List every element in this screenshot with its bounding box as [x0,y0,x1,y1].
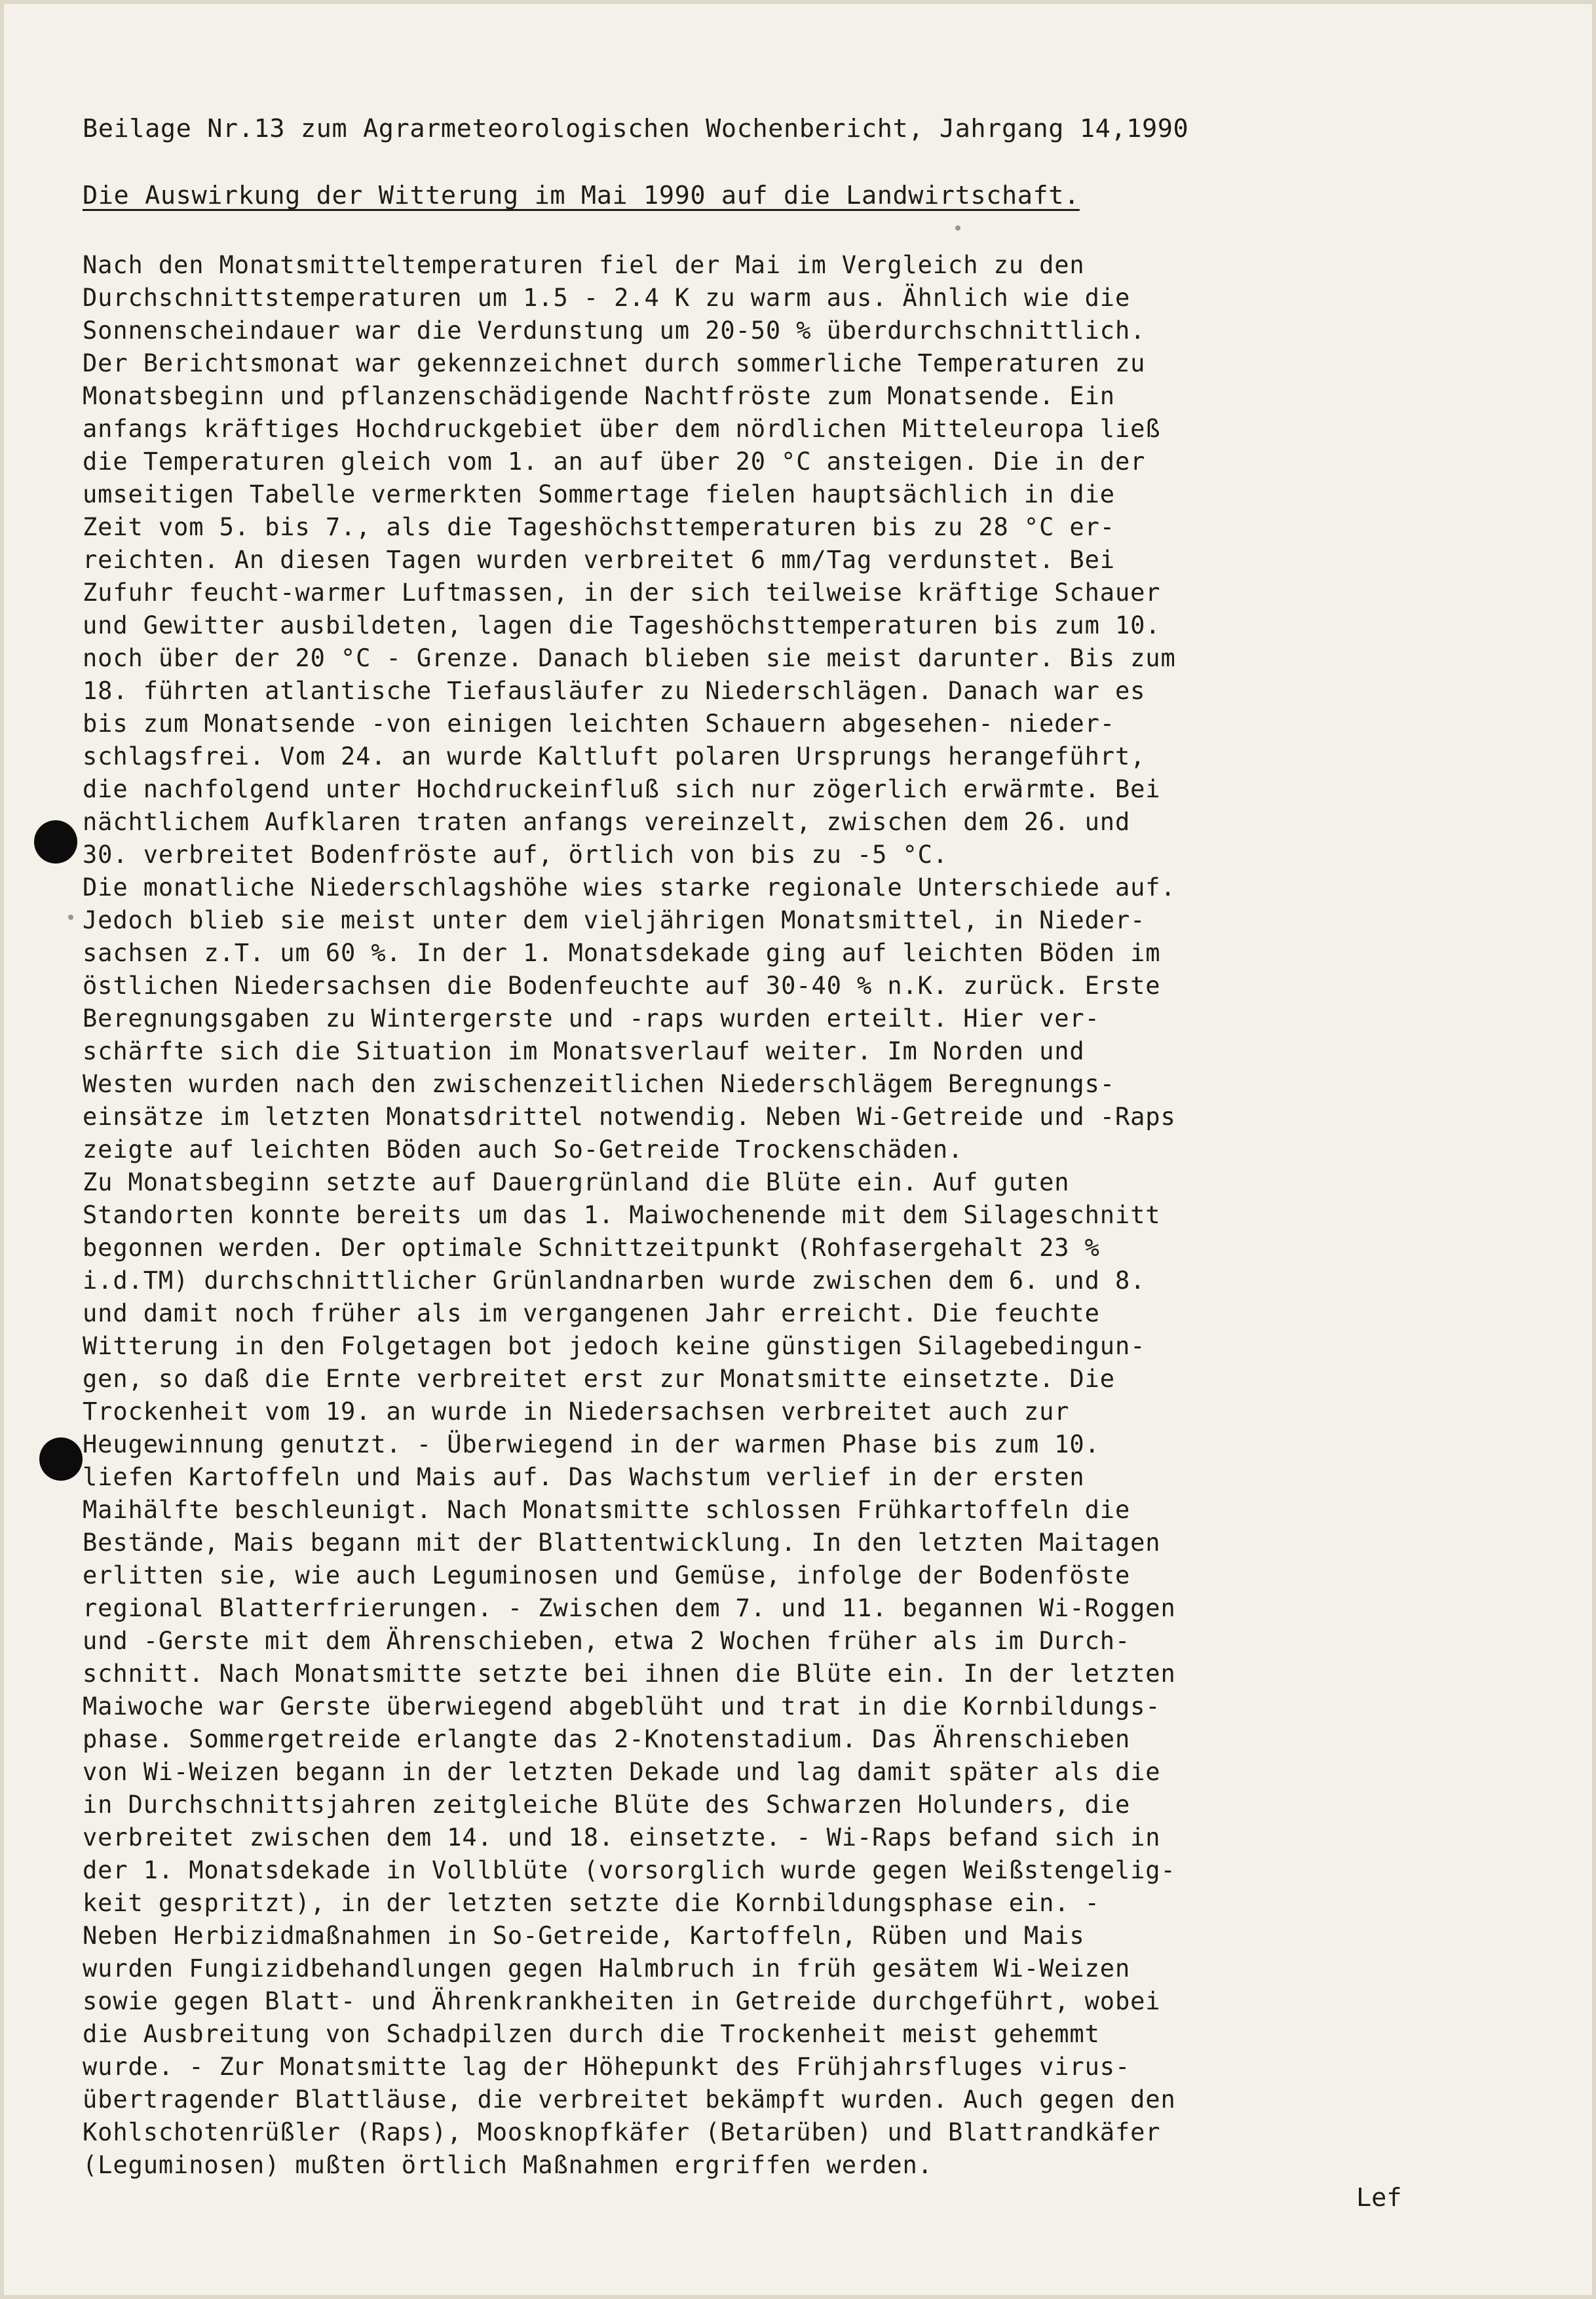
body-line: die Temperaturen gleich vom 1. an auf über 20 °C ansteigen. Die in der [83,447,1146,476]
punch-hole-mark [34,820,77,864]
body-line: Neben Herbizidmaßnahmen in So-Getreide, Kartoffeln, Rüben und Mais [83,1922,1085,1950]
body-line: Bestände, Mais begann mit der Blattentwicklung. In den letzten Maitagen [83,1529,1161,1557]
body-line: i.d.TM) durchschnittlicher Grünlandnarben wurde zwischen dem 6. und 8. [83,1266,1146,1295]
body-line: Maiwoche war Gerste überwiegend abgeblüht und trat in die Kornbildungs- [83,1692,1161,1720]
body-line: Jedoch blieb sie meist unter dem vieljährigen Monatsmittel, in Nieder- [83,906,1146,934]
body-line: erlitten sie, wie auch Leguminosen und Gemüse, infolge der Bodenföste [83,1561,1131,1589]
body-line: Westen wurden nach den zwischenzeitlichen Niederschlägem Beregnungs- [83,1070,1115,1098]
body-line: und damit noch früher als im vergangenen Jahr erreicht. Die feuchte [83,1299,1100,1327]
body-line: liefen Kartoffeln und Mais auf. Das Wachstum verlief in der ersten [83,1463,1085,1491]
punch-hole-mark [39,1437,83,1481]
body-line: keit gespritzt), in der letzten setzte die Kornbildungsphase ein. - [83,1889,1100,1917]
body-line: Die monatliche Niederschlagshöhe wies starke regionale Unterschiede auf. [83,873,1176,902]
body-line: wurden Fungizidbehandlungen gegen Halmbruch in früh gesätem Wi-Weizen [83,1954,1131,1983]
body-line: Sonnenscheindauer war die Verdunstung um 20-50 % überdurchschnittlich. [83,316,1146,345]
body-line: übertragender Blattläuse, die verbreitet bekämpft wurden. Auch gegen den [83,2085,1176,2114]
paper-speck [68,915,73,920]
body-line: begonnen werden. Der optimale Schnittzeitpunkt (Rohfasergehalt 23 % [83,1234,1100,1262]
body-line: zeigte auf leichten Böden auch So-Getreide Trockenschäden. [83,1135,964,1164]
body-line: die nachfolgend unter Hochdruckeinfluß sich nur zögerlich erwärmte. Bei [83,775,1161,803]
body-line: Nach den Monatsmitteltemperaturen fiel der Mai im Vergleich zu den [83,251,1085,279]
body-line: regional Blatterfrierungen. - Zwischen dem 7. und 11. begannen Wi-Roggen [83,1594,1176,1622]
body-line: gen, so daß die Ernte verbreitet erst zur Monatsmitte einsetzte. Die [83,1365,1115,1393]
body-line: wurde. - Zur Monatsmitte lag der Höhepunkt des Frühjahrsfluges virus- [83,2053,1131,2081]
body-line: schnitt. Nach Monatsmitte setzte bei ihnen die Blüte ein. In der letzten [83,1660,1176,1688]
signature: Lef [1356,2183,1402,2213]
body-line: Maihälfte beschleunigt. Nach Monatsmitte schlossen Frühkartoffeln die [83,1496,1131,1524]
body-line: Zu Monatsbeginn setzte auf Dauergrünland die Blüte ein. Auf guten [83,1168,1070,1196]
body-line: 18. führten atlantische Tiefausläufer zu Niederschlägen. Danach war es [83,677,1146,705]
body-line: von Wi-Weizen begann in der letzten Dekade und lag damit später als die [83,1758,1161,1786]
document-title: Die Auswirkung der Witterung im Mai 1990 auf die Landwirtschaft. [83,181,1080,210]
paper-speck [955,225,960,231]
document-header: Beilage Nr.13 zum Agrarmeteorologischen Wochenbericht, Jahrgang 14,1990 [83,114,1189,143]
body-line: Kohlschotenrüßler (Raps), Moosknopfkäfer (Betarüben) und Blattrandkäfer [83,2118,1161,2146]
body-line: sowie gegen Blatt- und Ährenkrankheiten in Getreide durchgeführt, wobei [83,1987,1161,2015]
body-line: in Durchschnittsjahren zeitgleiche Blüte des Schwarzen Holunders, die [83,1791,1131,1819]
body-line: phase. Sommergetreide erlangte das 2-Knotenstadium. Das Ährenschieben [83,1725,1131,1753]
body-line: der 1. Monatsdekade in Vollblüte (vorsorglich wurde gegen Weißstengelig- [83,1856,1176,1884]
body-line: Witterung in den Folgetagen bot jedoch keine günstigen Silagebedingun- [83,1332,1146,1360]
body-line: Trockenheit vom 19. an wurde in Niedersachsen verbreitet auch zur [83,1397,1070,1426]
body-line: anfangs kräftiges Hochdruckgebiet über dem nördlichen Mitteleuropa ließ [83,415,1161,443]
body-line: schlagsfrei. Vom 24. an wurde Kaltluft polaren Ursprungs herangeführt, [83,742,1146,770]
body-line: und -Gerste mit dem Ährenschieben, etwa 2 Wochen früher als im Durch- [83,1627,1131,1655]
body-line: Durchschnittstemperaturen um 1.5 - 2.4 K zu warm aus. Ähnlich wie die [83,284,1131,312]
body-line: noch über der 20 °C - Grenze. Danach blieben sie meist darunter. Bis zum [83,644,1176,672]
body-line: Zeit vom 5. bis 7., als die Tageshöchsttemperaturen bis zu 28 °C er- [83,513,1115,541]
body-line: nächtlichem Aufklaren traten anfangs vereinzelt, zwischen dem 26. und [83,808,1131,836]
body-line: sachsen z.T. um 60 %. In der 1. Monatsdekade ging auf leichten Böden im [83,939,1161,967]
body-text [83,249,1511,2182]
body-line: bis zum Monatsende -von einigen leichten Schauern abgesehen- nieder- [83,710,1115,738]
body-line: Standorten konnte bereits um das 1. Maiwochenende mit dem Silageschnitt [83,1201,1161,1229]
body-line: Beregnungsgaben zu Wintergerste und -raps wurden erteilt. Hier ver- [83,1004,1100,1033]
body-line: verbreitet zwischen dem 14. und 18. einsetzte. - Wi-Raps befand sich in [83,1823,1161,1852]
body-line: östlichen Niedersachsen die Bodenfeuchte auf 30-40 % n.K. zurück. Erste [83,972,1161,1000]
body-line: Monatsbeginn und pflanzenschädigende Nachtfröste zum Monatsende. Ein [83,382,1115,410]
body-line: reichten. An diesen Tagen wurden verbreitet 6 mm/Tag verdunstet. Bei [83,546,1115,574]
body-line: (Leguminosen) mußten örtlich Maßnahmen ergriffen werden. [83,2151,933,2179]
body-line: und Gewitter ausbildeten, lagen die Tageshöchsttemperaturen bis zum 10. [83,611,1161,639]
body-line: die Ausbreitung von Schadpilzen durch die Trockenheit meist gehemmt [83,2020,1100,2048]
body-line: umseitigen Tabelle vermerkten Sommertage fielen hauptsächlich in die [83,480,1115,508]
body-line: Der Berichtsmonat war gekennzeichnet durch sommerliche Temperaturen zu [83,349,1146,377]
body-line: 30. verbreitet Bodenfröste auf, örtlich von bis zu -5 °C. [83,841,949,869]
body-line: einsätze im letzten Monatsdrittel notwendig. Neben Wi-Getreide und -Raps [83,1103,1176,1131]
body-line: Zufuhr feucht-warmer Luftmassen, in der sich teilweise kräftige Schauer [83,579,1161,607]
body-line: Heugewinnung genutzt. - Überwiegend in der warmen Phase bis zum 10. [83,1430,1100,1458]
body-line: schärfte sich die Situation im Monatsverlauf weiter. Im Norden und [83,1037,1085,1065]
